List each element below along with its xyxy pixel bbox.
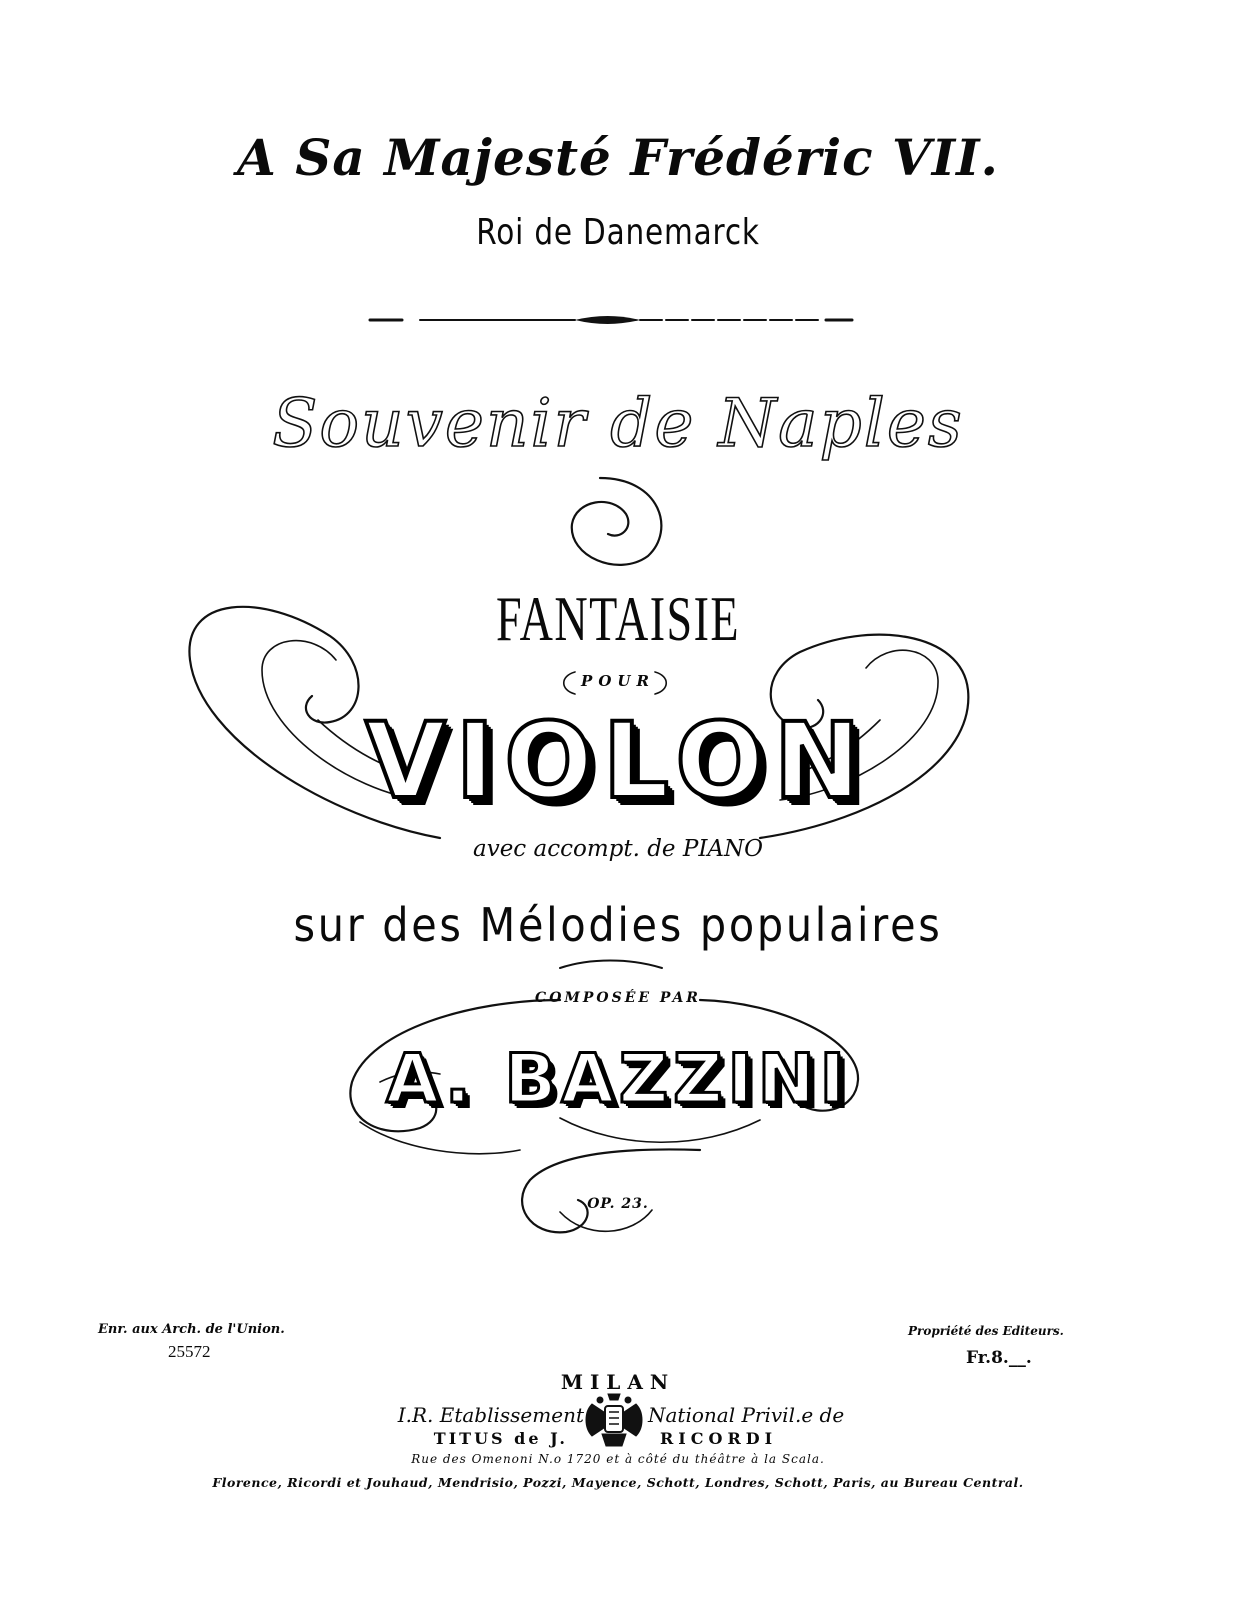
plate-number: 25572	[168, 1342, 211, 1361]
work-title: Souvenir de Naples	[272, 385, 964, 462]
dedication: A Sa Majesté Frédéric VII.	[237, 128, 999, 187]
subtitle: sur des Mélodies populaires	[293, 898, 943, 952]
king-title: Roi de Danemarck	[476, 212, 760, 253]
publisher-city: MILAN	[560, 1370, 676, 1394]
registration-note: Enr. aux Arch. de l'Union.	[98, 1322, 285, 1337]
publisher-branches: Florence, Ricordi et Jouhaud, Mendrisio, Pozzi, Mayence, Schott, Londres, Schott, Paris, au Bureau Central.	[212, 1475, 1024, 1490]
publisher-name-left: TITUS de J.	[433, 1429, 568, 1448]
publisher-name-right: RICORDI	[660, 1429, 778, 1448]
opus-number: OP. 23.	[587, 1196, 649, 1212]
price: Fr.8.__.	[966, 1348, 1032, 1368]
property-note: Propriété des Editeurs.	[908, 1324, 1064, 1338]
establishment-right: National Privil.e de	[648, 1403, 845, 1427]
composed-by-label: COMPOSÉE PAR	[535, 990, 701, 1006]
genre-heading: FANTAISIE	[496, 583, 740, 654]
accompaniment-line: avec accompt. de PIANO	[472, 836, 764, 862]
establishment-left: I.R. Etablissement	[397, 1403, 584, 1427]
instrument-heading: VIOLON	[365, 700, 871, 822]
composer-name: A. BAZZINI	[386, 1040, 850, 1119]
publisher-address: Rue des Omenoni N.o 1720 et à côté du théâtre à la Scala.	[411, 1452, 825, 1466]
pour-label: POUR	[581, 672, 655, 690]
